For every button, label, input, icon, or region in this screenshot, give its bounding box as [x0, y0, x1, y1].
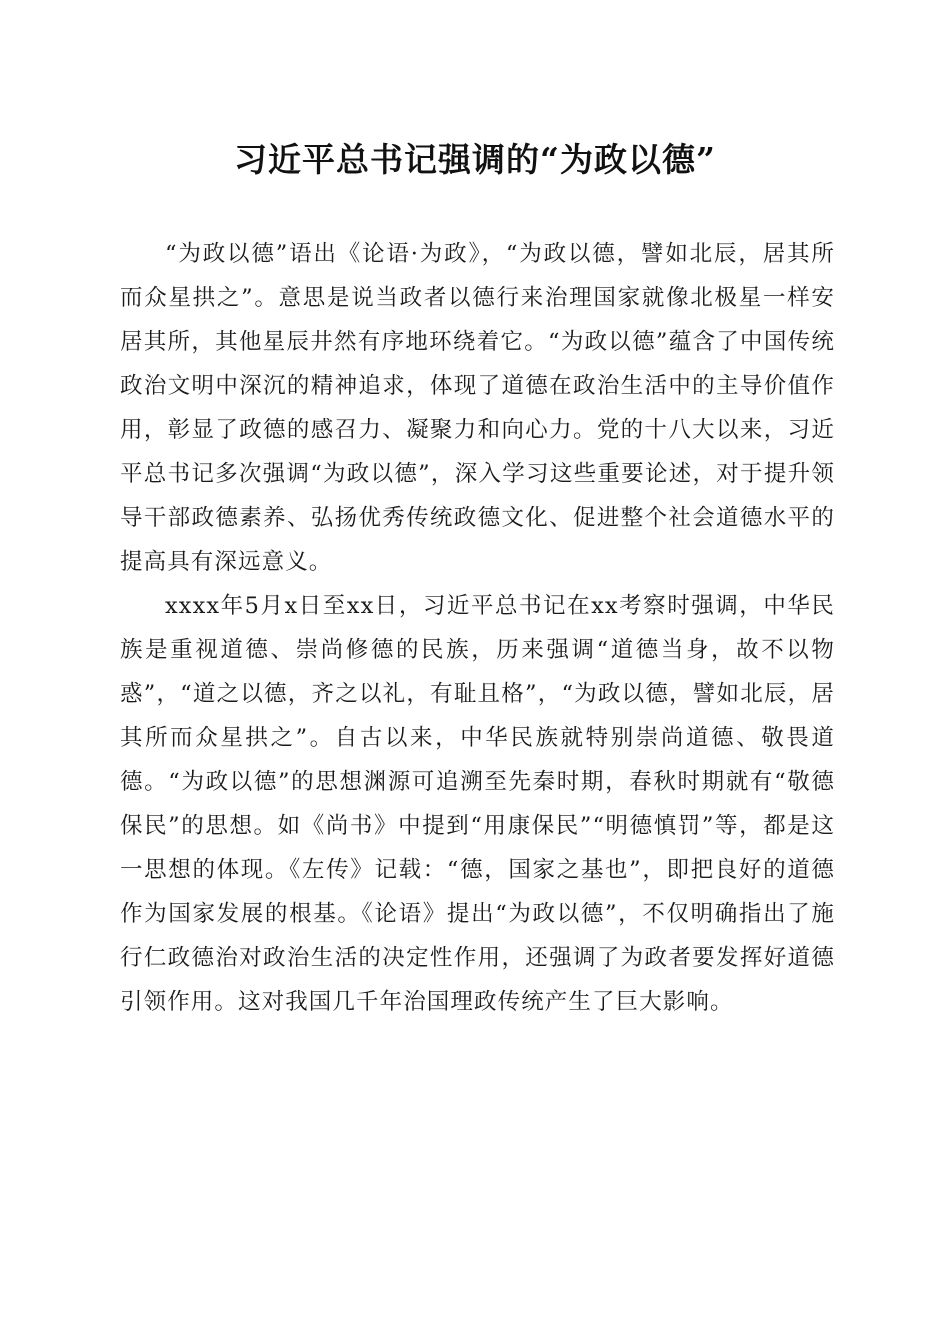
document-title: 习近平总书记强调的“为政以德” [234, 140, 716, 179]
paragraph-2: xxxx年5月x日至xx日，习近平总书记在xx考察时强调，中华民族是重视道德、崇尚修德的民族，历来强调“道德当身，故不以物惑”，“道之以德，齐之以礼，有耻且格”，“为政以德，譬如北辰，居其所而众星拱之”。自古以来，中华民族就特别崇尚道德、敬畏道德。“为政以德”的思想渊源可追溯至先秦时期，春秋时期就有“敬德保民”的思想。如《尚书》中提到“用康保民”“明德慎罚”等，都是这一思想的体现。《左传》记载：“德，国家之基也”，即把良好的道德作为国家发展的根基。《论语》提出“为政以德”，不仅明确指出了施行仁政德治对政治生活的决定性作用，还强调了为政者要发挥好道德引领作用。这对我国几千年治国理政传统产生了巨大影响。 [120, 593, 836, 1015]
document-body [120, 232, 835, 1024]
paragraph-1: “为政以德”语出《论语·为政》，“为政以德，譬如北辰，居其所而众星拱之”。意思是说当政者以德行来治理国家就像北极星一样安居其所，其他星辰井然有序地环绕着它。“为政以德”蕴含了中国传统政治文明中深沉的精神追求，体现了道德在政治生活中的主导价值作用，彰显了政德的感召力、凝聚力和向心力。党的十八大以来，习近平总书记多次强调“为政以德”，深入学习这些重要论述，对于提升领导干部政德素养、弘扬优秀传统政德文化、促进整个社会道德水平的提高具有深远意义。 [120, 241, 835, 575]
